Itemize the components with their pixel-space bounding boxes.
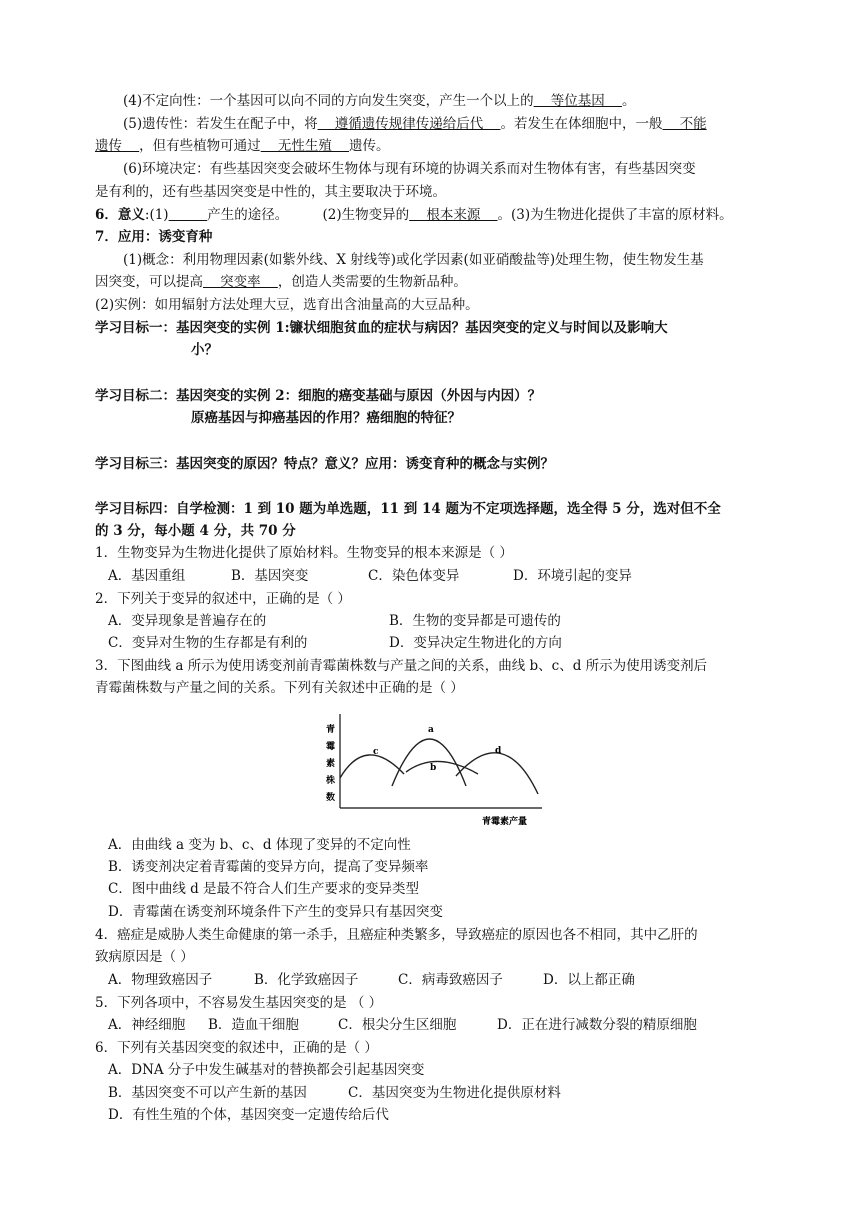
answer-blank: 突变率	[203, 274, 278, 290]
text: 。(3)为生物进化提供了丰富的原材料。	[497, 207, 733, 223]
curve-b	[406, 761, 478, 774]
answer-blank: 无性生殖	[260, 138, 350, 154]
text: :(1)	[144, 207, 169, 223]
answer-blank: 遵循遗传规律传递给后代	[317, 116, 501, 132]
text: ，创造人类需要的生物新品种。	[277, 274, 467, 290]
question-6-option-b: B．基因突变不可以产生新的基因	[108, 1085, 307, 1101]
application-example: (2)实例：如用辐射方法处理大豆，选育出含油量高的大豆品种。	[95, 297, 479, 313]
answer-blank: 根本来源	[409, 207, 498, 223]
question-6-option-d: D．有性生殖的个体，基因突变一定遗传给后代	[108, 1107, 389, 1123]
section-number: 6．意义	[95, 207, 145, 223]
learning-goal-2-line2: 原癌基因与抑癌基因的作用？癌细胞的特征？	[191, 410, 461, 426]
figure-xlabel: 青霉素产量	[482, 817, 528, 827]
question-4-option-c: C．病毒致癌因子	[398, 972, 503, 988]
question-1-option-a: A．基因重组	[108, 568, 186, 584]
question-3-option-a: A．由曲线 a 变为 b、c、d 体现了变异的不定向性	[108, 837, 411, 853]
question-2-option-a: A．变异现象是普遍存在的	[108, 613, 267, 629]
question-3-option-d: D．青霉菌在诱变剂环境条件下产生的变异只有基因突变	[108, 904, 443, 920]
text: 遗传。	[349, 138, 390, 154]
ylabel-char: 霉	[326, 742, 336, 752]
section-heading-application: 7．应用：诱变育种	[95, 229, 213, 245]
question-2-option-c: C．变异对生物的生存都是有利的	[108, 635, 308, 651]
question-4-option-a: A．物理致癌因子	[108, 972, 213, 988]
question-6-option-c: C．基因突变为生物进化提供原材料	[348, 1085, 561, 1101]
learning-goal-2-line1: 学习目标二：基因突变的实例 2：细胞的癌变基础与原因（外因与内因）？	[95, 388, 542, 404]
ylabel-char: 数	[326, 793, 336, 803]
question-5-option-a: A．神经细胞	[108, 1017, 186, 1033]
learning-goal-3: 学习目标三：基因突变的原因？特点？意义？应用：诱变育种的概念与实例？	[95, 456, 554, 472]
learning-goal-4-line2: 的 3 分，每小题 4 分，共 70 分	[95, 523, 296, 539]
figure-ylabel	[325, 723, 335, 803]
answer-blank	[169, 207, 208, 223]
answer-blank: 不能	[662, 116, 707, 132]
curve-label-d: d	[495, 746, 502, 756]
question-1-option-b: B．基因突变	[231, 568, 309, 584]
question-5-stem: 5．下列各项中，不容易发生基因突变的是 （ ）	[95, 995, 383, 1011]
question-3-stem-line1: 3．下图曲线 a 所示为使用诱变剂前青霉菌株数与产量之间的关系，曲线 b、c、d 所示为使用诱变剂后	[95, 658, 708, 674]
learning-goal-1-line2: 小？	[191, 342, 218, 358]
question-2-option-d: D．变异决定生物进化的方向	[389, 635, 562, 651]
curve-label-a: a	[428, 725, 434, 735]
question-2-stem: 2．下列关于变异的叙述中，正确的是（ ）	[95, 591, 351, 607]
question-5-option-d: D．正在进行减数分裂的精原细胞	[497, 1017, 697, 1033]
significance-line	[95, 205, 733, 225]
application-concept-line1: (1)概念：利用物理因素(如紫外线、X 射线等)或化学因素(如亚硝酸盐等)处理生物，使生物发生基	[123, 252, 704, 268]
ylabel-char: 素	[326, 759, 336, 769]
figure-penicillin-curves	[318, 712, 548, 830]
curve-d	[456, 753, 538, 794]
text: ，但有些植物可通过	[139, 138, 261, 154]
question-6-option-a: A．DNA 分子中发生碱基对的替换都会引起基因突变	[108, 1062, 425, 1078]
question-3-option-c: C．图中曲线 d 是最不符合人们生产要求的变异类型	[108, 881, 420, 897]
ylabel-char: 株	[326, 776, 336, 786]
question-6-stem: 6．下列有关基因突变的叙述中，正确的是（ ）	[95, 1040, 378, 1056]
learning-goal-4-line1: 学习目标四：自学检测：1 到 10 题为单选题，11 到 14 题为不定项选择题，选全得 5 分，选对但不全	[95, 501, 721, 517]
answer-blank: 等位基因	[533, 93, 622, 109]
paragraph-trait-5-line2	[95, 136, 390, 156]
question-3-stem-line2: 青霉菌株数与产量之间的关系。下列有关叙述中正确的是（ ）	[95, 680, 464, 696]
paragraph-trait-6-line2: 是有利的，还有些基因突变是中性的，其主要取决于环境。	[95, 184, 446, 200]
ylabel-char: 青	[326, 725, 336, 735]
question-3-option-b: B．诱变剂决定着青霉菌的变异方向，提高了变异频率	[108, 859, 429, 875]
learning-goal-1-line1: 学习目标一：基因突变的实例 1:镰状细胞贫血的症状与病因？基因突变的定义与时间以及影响大	[95, 320, 668, 336]
text: 产生的途径。 (2)生物变异的	[207, 207, 410, 223]
question-1-stem: 1．生物变异为生物进化提供了原始材料。生物变异的根本来源是（ ）	[95, 545, 513, 561]
question-4-stem-line2: 致病原因是（ ）	[95, 949, 194, 965]
question-1-option-d: D．环境引起的变异	[513, 568, 632, 584]
curve-label-b: b	[430, 763, 437, 773]
question-5-option-b: B．造血干细胞	[208, 1017, 299, 1033]
question-4-option-b: B．化学致癌因子	[254, 972, 359, 988]
question-4-stem-line1: 4．癌症是威胁人类生命健康的第一杀手，且癌症种类繁多，导致癌症的原因也各不相同，其中乙肝的	[95, 927, 698, 943]
question-1-option-c: C．染色体变异	[368, 568, 460, 584]
application-concept-line2	[95, 272, 467, 292]
text: 。若发生在体细胞中，一般	[500, 116, 663, 132]
question-5-option-c: C．根尖分生区细胞	[338, 1017, 457, 1033]
curve-label-c: c	[373, 747, 379, 757]
text: 。	[621, 93, 636, 109]
paragraph-trait-5-line1	[123, 114, 707, 134]
text: (4)不定向性：一个基因可以向不同的方向发生突变，产生一个以上的	[123, 93, 534, 109]
curve-c	[340, 755, 404, 778]
question-4-option-d: D．以上都正确	[543, 972, 635, 988]
paragraph-trait-6-line1: (6)环境决定：有些基因突变会破坏生物体与现有环境的协调关系而对生物体有害，有些基因突变	[123, 161, 696, 177]
text: (5)遗传性：若发生在配子中，将	[123, 116, 318, 132]
answer-blank: 遗传	[95, 138, 140, 154]
paragraph-trait-4	[123, 91, 635, 111]
question-2-option-b: B．生物的变异都是可遗传的	[389, 613, 561, 629]
text: 因突变，可以提高	[95, 274, 203, 290]
